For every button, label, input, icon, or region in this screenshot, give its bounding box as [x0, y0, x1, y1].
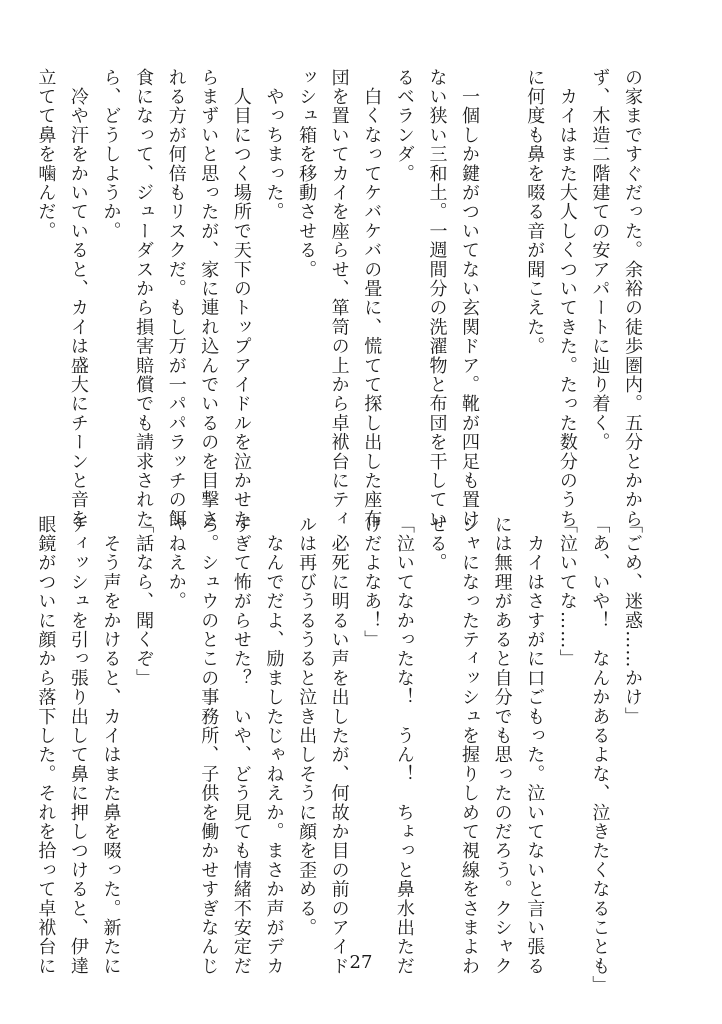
text-line: の家まですぐだった。余裕の徒歩圏内。五分とかから	[622, 68, 643, 529]
text-line: 「泣いてな……」	[556, 515, 578, 669]
text-line: 立てて鼻を噛んだ。	[35, 68, 57, 241]
text-line: やっちまった。	[263, 68, 285, 222]
text-line: 白くなってケバケバの畳に、慌てて探し出した座布	[361, 68, 383, 529]
text-line: ゃねえか。	[165, 515, 187, 611]
text-line: 冷や汗をかいていると、カイは盛大にチーンと音を	[67, 68, 89, 529]
text-line: 「ごめ、迷惑……かけ」	[622, 515, 643, 727]
text-line: せる。	[426, 515, 448, 573]
text-line: 「あ、いや！ なんかあるよな、泣きたくなることも」	[589, 515, 611, 995]
text-line	[485, 68, 518, 478]
text-line: カイはまた大人しくついてきた。たった数分のうち	[556, 68, 578, 529]
page-number: 27	[349, 952, 373, 973]
text-line: カイはさすがに口ごもった。泣いてないと言い張る	[524, 515, 546, 976]
text-line: ず、木造二階建ての安アパートに辿り着く。	[589, 68, 611, 452]
text-line: 食になって、ジューダスから損害賠償でも請求された	[133, 68, 155, 529]
text-line: に何度も鼻を啜る音が聞こえた。	[524, 68, 546, 356]
text-line: るベランダ。	[393, 68, 415, 184]
text-line: には無理があると自分でも思ったのだろう。クシャク	[491, 515, 513, 976]
text-line: 必死に明るい声を出したが、何故か目の前のアイド	[328, 515, 350, 976]
text-line: シャになったティッシュを握りしめて視線をさまよわ	[459, 515, 481, 976]
text-line: そう声をかけると、カイはまた鼻を啜った。新たに	[100, 515, 122, 976]
text-line: 「話なら、聞くぞ」	[133, 515, 155, 688]
text-line: 人目につく場所で天下のトップアイドルを泣かせた	[230, 68, 252, 529]
text-line: 一個しか鍵がついてない玄関ドア。靴が四足も置け	[459, 68, 481, 529]
text-line: ッシュ箱を移動させる。	[296, 68, 318, 280]
text-line: ろ。シュウのとこの事務所、子供を働かせすぎなんじ	[198, 515, 220, 976]
text-line: 「泣いてなかったな！ うん！ ちょっと鼻水出ただ	[393, 515, 415, 976]
text-line: 団を置いてカイを座らせ、箪笥の上から卓袱台にティ	[328, 68, 350, 529]
top-text-block	[35, 68, 648, 529]
text-line: らまずいと思ったが、家に連れ込んでいるのを目撃さ	[198, 68, 220, 529]
text-line: ルは再びうるうると泣き出しそうに顔を歪める。	[296, 515, 318, 938]
text-line: 眼鏡がついに顔から落下した。それを拾って卓袱台に	[35, 515, 57, 976]
text-line: ない狭い三和土。一週間分の洗濯物と布団を干してい	[426, 68, 448, 529]
text-line: なんでだよ、励ましたじゃねえか。まさか声がデカ	[263, 515, 285, 976]
text-line: けだよなあ！」	[361, 515, 383, 650]
text-line: ら、どうしようか。	[100, 68, 122, 241]
text-line: れる方が何倍もリスクだ。もし万が一パパラッチの餌	[165, 68, 187, 529]
text-line: すぎて怖がらせた？ いや、どう見ても情緒不安定だ	[230, 515, 252, 976]
text-line: ティッシュを引っ張り出して鼻に押しつけると、伊達	[67, 515, 89, 976]
